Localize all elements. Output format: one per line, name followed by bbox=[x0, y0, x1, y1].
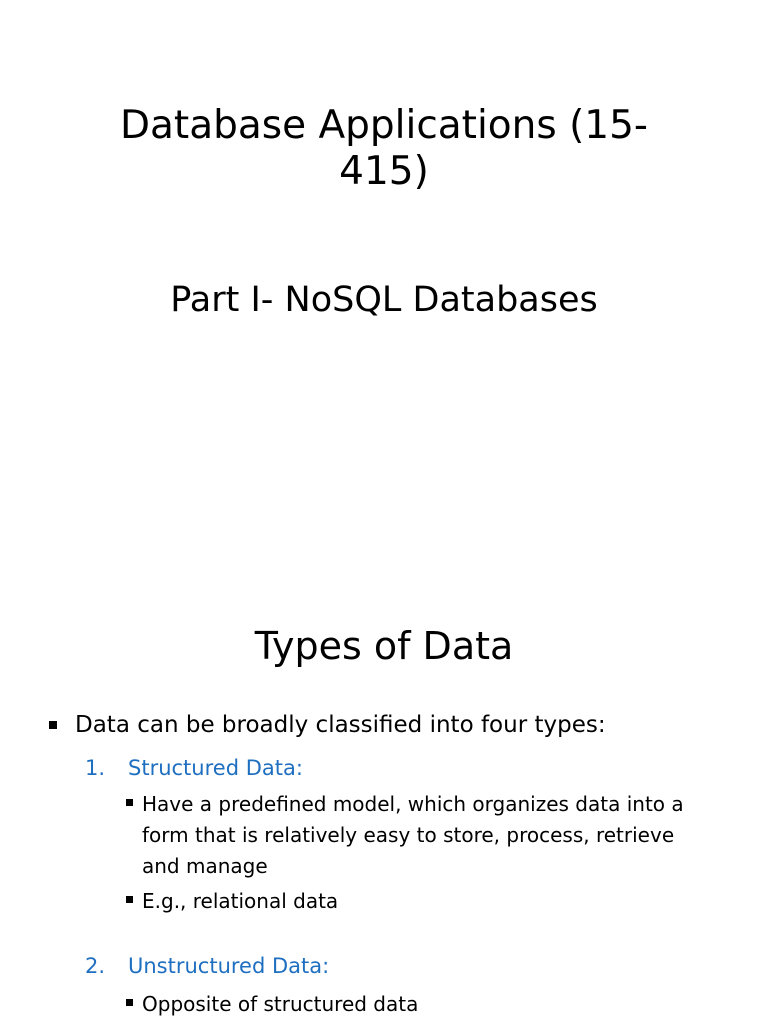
item-number: 1. bbox=[85, 756, 106, 780]
item-number: 2. bbox=[85, 954, 106, 978]
sub-bullet-text: E.g., relational data bbox=[142, 889, 339, 913]
item-label: Unstructured Data: bbox=[128, 954, 330, 978]
deck-subtitle: Part I- NoSQL Databases bbox=[170, 280, 598, 320]
slide-types-of-data bbox=[0, 576, 768, 1024]
sub-bullet-text: Opposite of structured data bbox=[142, 992, 419, 1016]
sub-bullet-item bbox=[124, 789, 724, 882]
item-label: Structured Data: bbox=[128, 756, 303, 780]
sub-bullet-text: Have a predefined model, which organizes data into a form that is relatively easy to store, process, retrieve and manage bbox=[142, 792, 684, 878]
square-bullet-icon bbox=[49, 721, 57, 729]
slide-heading: Types of Data bbox=[254, 624, 514, 668]
square-bullet-icon bbox=[126, 799, 133, 806]
square-bullet-icon bbox=[126, 896, 133, 903]
sub-bullet-item bbox=[124, 886, 724, 917]
deck-title: Database Applications (15-415) bbox=[119, 103, 649, 194]
slide-body bbox=[0, 576, 768, 1024]
square-bullet-icon bbox=[126, 999, 133, 1006]
bullet-text: Data can be broadly classified into four types: bbox=[75, 712, 606, 738]
sub-bullet-item bbox=[124, 989, 724, 1020]
